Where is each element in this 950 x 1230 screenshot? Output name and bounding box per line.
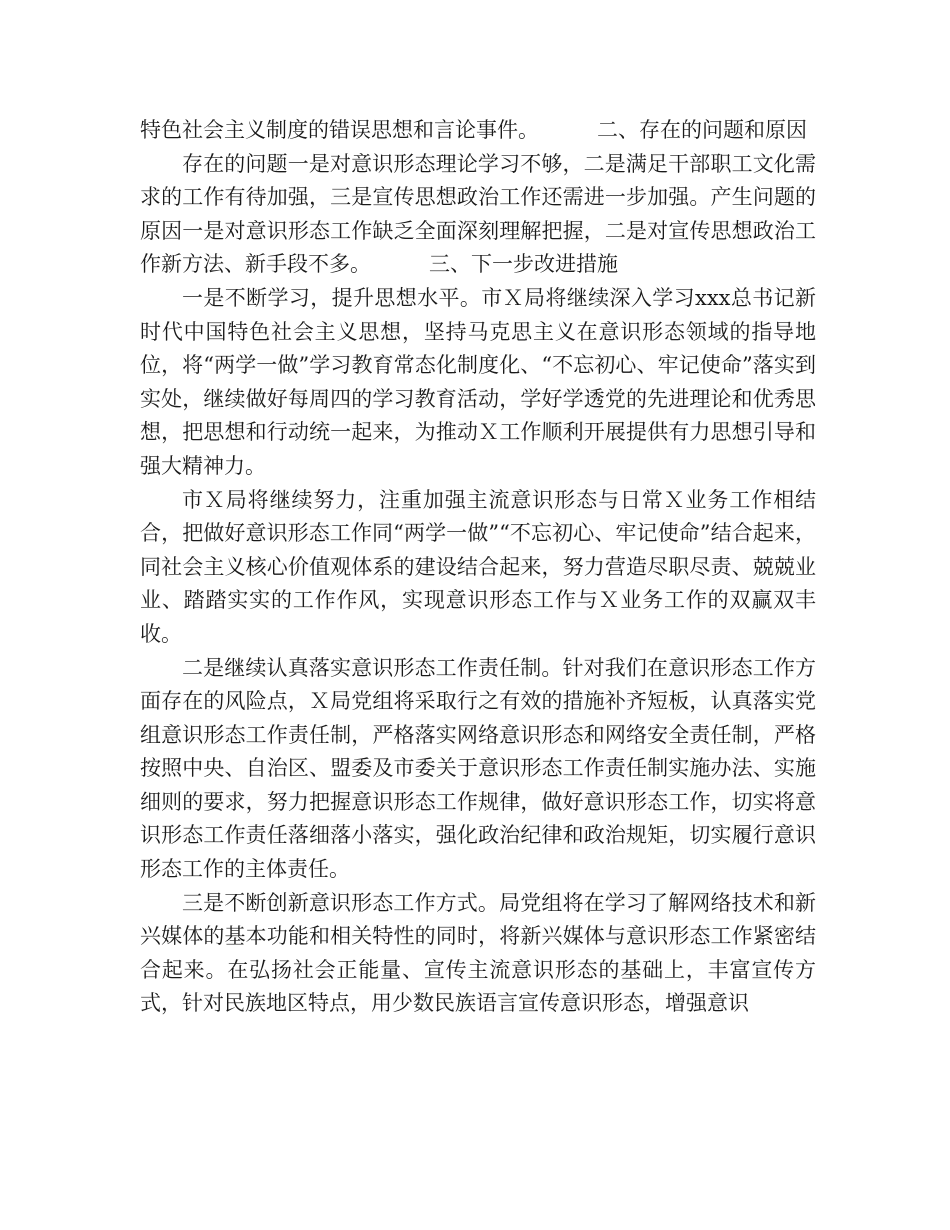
paragraph-0 xyxy=(140,114,816,148)
paragraph-1-text: 存在的问题一是对意识形态理论学习不够，二是满足干部职工文化需求的工作有待加强，三是宣传思想政治工作还需进一步加强。产生问题的原因一是对意识形态工作缺乏全面深刻理解把握，二是对宣传思想政治工作新方法、新手段不多。 xyxy=(140,151,816,277)
paragraph-2: 一是不断学习，提升思想水平。市Ｘ局将继续深入学习xxx总书记新时代中国特色社会主义思想，坚持马克思主义在意识形态领域的指导地位，将“两学一做”学习教育常态化制度化、“不忘初心、牢记使命”落实到实处，继续做好每周四的学习教育活动，学好学透党的先进理论和优秀思想，把思想和行动统一起来，为推动Ｘ工作顺利开展提供有力思想引导和强大精神力。 xyxy=(140,285,816,478)
paragraph-3: 市Ｘ局将继续努力，注重加强主流意识形态与日常Ｘ业务工作相结合，把做好意识形态工作同“两学一做”“不忘初心、牢记使命”结合起来，同社会主义核心价值观体系的建设结合起来，努力营造尽职尽责、兢兢业业、踏踏实实的工作作风，实现意识形态工作与Ｘ业务工作的双赢双丰收。 xyxy=(140,487,816,646)
paragraph-0-text: 特色社会主义制度的错误思想和言论事件。 xyxy=(140,118,539,142)
paragraph-1 xyxy=(140,148,816,282)
section-heading-3: 三、下一步改进措施 xyxy=(429,252,618,277)
document-body xyxy=(140,114,816,1021)
section-heading-2: 二、存在的问题和原因 xyxy=(597,118,807,142)
paragraph-5: 三是不断创新意识形态工作方式。局党组将在学习了解网络技术和新兴媒体的基本功能和相关特性的同时，将新兴媒体与意识形态工作紧密结合起来。在弘扬社会正能量、宣传主流意识形态的基础上，丰富宣传方式，针对民族地区特点，用少数民族语言宣传意识形态，增强意识 xyxy=(140,890,816,1016)
paragraph-4: 二是继续认真落实意识形态工作责任制。针对我们在意识形态工作方面存在的风险点，Ｘ局党组将采取行之有效的措施补齐短板，认真落实党组意识形态工作责任制，严格落实网络意识形态和网络安全责任制，严格按照中央、自治区、盟委及市委关于意识形态工作责任制实施办法、实施细则的要求，努力把握意识形态工作规律，做好意识形态工作，切实将意识形态工作责任落细落小落实，强化政治纪律和政治规矩，切实履行意识形态工作的主体责任。 xyxy=(140,655,816,882)
